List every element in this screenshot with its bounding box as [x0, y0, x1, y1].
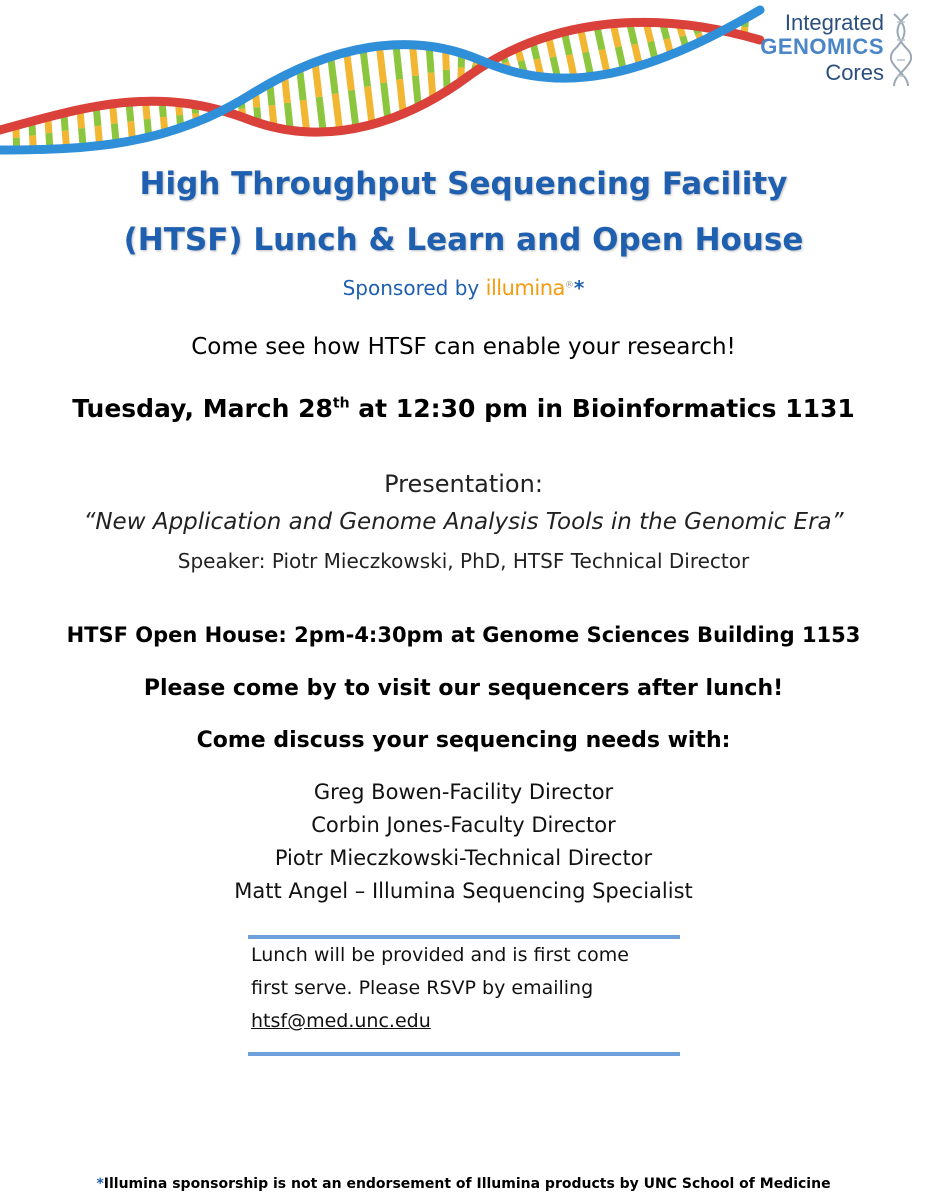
lunch-text-line-1: Lunch will be provided and is first come [251, 944, 629, 966]
dna-rung [367, 86, 372, 124]
lunch-box-bottom-rule [248, 1052, 680, 1056]
discuss-heading: Come discuss your sequencing needs with: [196, 728, 731, 753]
dna-rung [315, 62, 319, 97]
dna-rung [384, 83, 388, 120]
logo-line-2: GENOMICS [760, 34, 884, 59]
event-rest: at 12:30 pm in Bioinformatics 1131 [349, 394, 855, 423]
presentation-speaker: Speaker: Piotr Mieczkowski, PhD, HTSF Technical Director [177, 549, 750, 573]
logo-line-1: Integrated [784, 10, 884, 35]
event-day: Tuesday, March 28 [72, 394, 333, 423]
contact-item: Greg Bowen-Facility Director [313, 780, 614, 804]
lunch-text-line-2: first serve. Please RSVP by emailing [251, 977, 594, 999]
dna-rung [379, 46, 383, 83]
registered-mark-icon: ® [564, 280, 574, 291]
visit-invitation: Please come by to visit our sequencers after lunch! [143, 676, 784, 701]
rsvp-email-link[interactable]: htsf@med.unc.edu [251, 1010, 431, 1032]
presentation-title: “New Application and Genome Analysis Tools in the Genomic Era” [83, 509, 844, 535]
footnote-text: Illumina sponsorship is not an endorsement of Illumina products by UNC School of Medicine [103, 1176, 831, 1192]
dna-rung [319, 97, 323, 132]
dna-rung [396, 45, 400, 79]
contact-item: Piotr Mieczkowski-Technical Director [274, 846, 653, 870]
contact-item: Corbin Jones-Faculty Director [311, 813, 616, 837]
dna-helix-banner [0, 0, 780, 160]
event-datetime-location [0, 394, 927, 423]
tagline: Come see how HTSF can enable your research! [191, 334, 736, 360]
dna-rung [335, 94, 340, 131]
sponsor-footnote-mark: * [573, 276, 585, 300]
dna-rung [413, 45, 416, 76]
dna-rung [303, 100, 307, 132]
presentation-label: Presentation: [384, 470, 543, 498]
event-day-suffix: th [332, 395, 350, 412]
illumina-logo: illumina [485, 276, 565, 300]
page-title-line-2: (HTSF) Lunch & Learn and Open House [123, 222, 804, 258]
dna-rung [331, 57, 336, 94]
dna-rung [347, 52, 352, 90]
sponsor-line [0, 276, 927, 300]
page-title-line-1: High Throughput Sequencing Facility [139, 166, 788, 202]
sponsor-prefix: Sponsored by [342, 276, 480, 300]
dna-rung [300, 69, 304, 101]
logo-line-3: Cores [825, 60, 884, 85]
integrated-genomics-cores-logo [760, 10, 920, 90]
contact-item: Matt Angel – Illumina Sequencing Specialist [234, 879, 693, 903]
footnote-mark: * [96, 1176, 104, 1192]
footnote [0, 1176, 927, 1192]
dna-rung [363, 49, 368, 87]
helix-icon [890, 12, 912, 88]
open-house-info: HTSF Open House: 2pm-4:30pm at Genome Sciences Building 1153 [66, 623, 861, 647]
dna-rung [400, 79, 404, 113]
dna-rung [351, 90, 356, 128]
lunch-box-top-rule [248, 935, 680, 939]
